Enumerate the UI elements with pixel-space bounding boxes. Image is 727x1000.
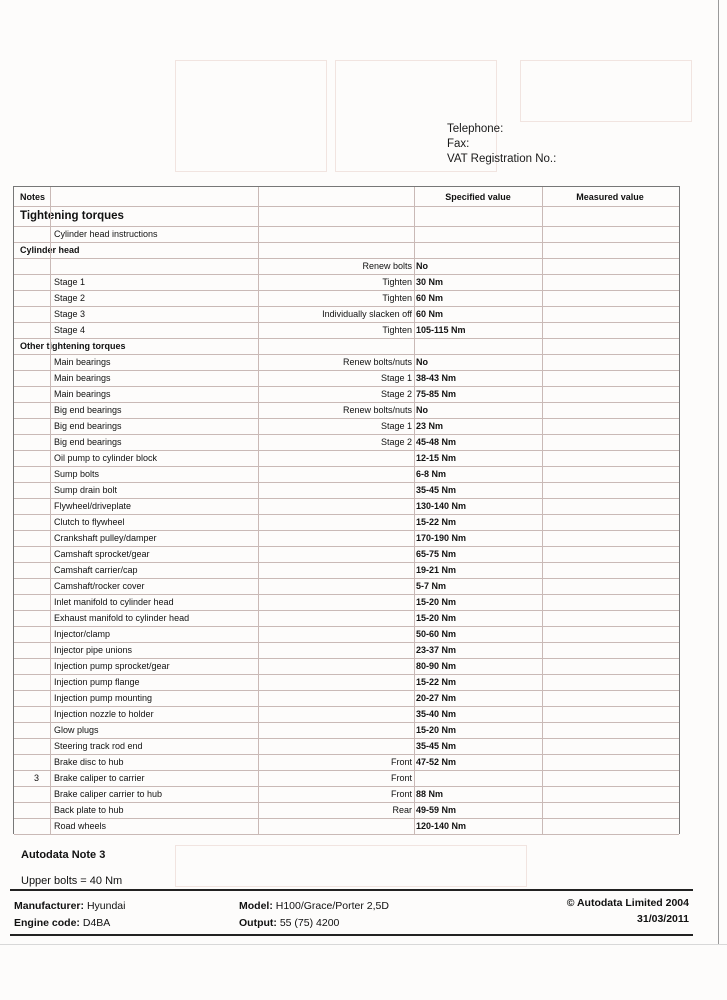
condition: [259, 578, 412, 594]
item-name: Sump bolts: [54, 469, 100, 479]
table-row: [14, 306, 679, 323]
table-row: [14, 514, 679, 531]
item-name: Big end bearings: [54, 437, 122, 447]
table-row: [14, 642, 679, 659]
grid-line: [258, 187, 259, 834]
specified-value: 45-48 Nm: [416, 437, 457, 447]
item-name: Stage 2: [54, 293, 86, 303]
condition: [259, 546, 412, 562]
specified-value: 65-75 Nm: [416, 549, 457, 559]
table-row: [14, 626, 679, 643]
item-name: Glow plugs: [54, 725, 99, 735]
item-name: Camshaft sprocket/gear: [54, 549, 150, 559]
specified-value-header: Specified value: [445, 191, 511, 202]
specified-value: [416, 770, 542, 786]
model-value: H100/Grace/Porter 2,5D: [275, 900, 389, 912]
measured-value-cell[interactable]: [544, 674, 676, 690]
model-label: Model:: [239, 900, 273, 912]
table-row: [14, 706, 679, 723]
condition: [259, 450, 412, 466]
specified-value: 170-190 Nm: [416, 533, 467, 543]
condition: [259, 818, 412, 834]
measured-value-cell[interactable]: [544, 498, 676, 514]
measured-value-cell[interactable]: [544, 626, 676, 642]
telephone-label: Telephone:: [447, 123, 504, 135]
table-row: [14, 594, 679, 611]
measured-value-cell[interactable]: [544, 770, 676, 786]
condition: Renew bolts: [362, 261, 412, 271]
item-name: Flywheel/driveplate: [54, 501, 132, 511]
output-value: 55 (75) 4200: [279, 917, 340, 929]
condition: Stage 1: [380, 373, 412, 383]
item-name: Camshaft carrier/cap: [54, 565, 138, 575]
item-name: Injection pump flange: [54, 677, 140, 687]
specified-value: 15-20 Nm: [416, 725, 457, 735]
table-row: [14, 818, 679, 835]
torque-table: [13, 186, 680, 834]
measured-value-cell[interactable]: [544, 386, 676, 402]
condition: [259, 530, 412, 546]
condition: [259, 482, 412, 498]
table-row: [14, 402, 679, 419]
table-row: [14, 802, 679, 819]
table-row: [14, 482, 679, 499]
measured-value-cell[interactable]: [544, 530, 676, 546]
condition: [259, 610, 412, 626]
measured-value-cell[interactable]: [544, 610, 676, 626]
copyright: © Autodata Limited 2004: [566, 897, 689, 909]
condition: [259, 738, 412, 754]
item-name: Main bearings: [54, 357, 111, 367]
specified-value: 5-7 Nm: [416, 581, 447, 591]
table-row: [14, 290, 679, 307]
condition: Tighten: [382, 277, 412, 287]
specified-value: 120-140 Nm: [416, 821, 467, 831]
measured-value-cell[interactable]: [544, 354, 676, 370]
table-row: [14, 754, 679, 771]
measured-value-cell[interactable]: [544, 514, 676, 530]
specified-value: 75-85 Nm: [416, 389, 457, 399]
specified-value: 49-59 Nm: [416, 805, 457, 815]
table-row: [14, 722, 679, 739]
measured-value-cell[interactable]: [544, 306, 676, 322]
item-name: Big end bearings: [54, 405, 122, 415]
measured-value-cell[interactable]: [544, 546, 676, 562]
condition: [259, 594, 412, 610]
section-title: Other tightening torques: [20, 341, 126, 351]
condition: [259, 626, 412, 642]
condition: [259, 466, 412, 482]
item-name: Brake disc to hub: [54, 757, 124, 767]
table-row: [14, 546, 679, 563]
item-name: Stage 1: [54, 277, 86, 287]
specified-value: 50-60 Nm: [416, 629, 457, 639]
page-edge: [718, 0, 719, 944]
item-name: Camshaft/rocker cover: [54, 581, 145, 591]
table-row: [14, 770, 679, 787]
condition: Front: [390, 789, 412, 799]
condition: [259, 690, 412, 706]
item-name: Crankshaft pulley/damper: [54, 533, 157, 543]
output-label: Output:: [239, 917, 277, 929]
section-row: [14, 338, 679, 355]
measured-value-cell[interactable]: [544, 562, 676, 578]
specified-value: 12-15 Nm: [416, 453, 457, 463]
item-name: Back plate to hub: [54, 805, 124, 815]
specified-value: 23 Nm: [416, 421, 444, 431]
condition: Stage 1: [380, 421, 412, 431]
item-name: Main bearings: [54, 389, 111, 399]
item-name: Injection pump mounting: [54, 693, 153, 703]
measured-value-header: Measured value: [576, 191, 644, 202]
specified-value: 15-20 Nm: [416, 597, 457, 607]
table-row: [14, 418, 679, 435]
condition: [259, 498, 412, 514]
measured-value-cell[interactable]: [544, 706, 676, 722]
grid-line: [50, 187, 51, 834]
item-name: Exhaust manifold to cylinder head: [54, 613, 190, 623]
specified-value: 6-8 Nm: [416, 469, 447, 479]
autodata-note-title: Autodata Note 3: [21, 849, 106, 861]
item-name: Road wheels: [54, 821, 107, 831]
notes-header: Notes: [20, 191, 46, 202]
page-bottom-edge: [0, 944, 727, 945]
condition: [259, 674, 412, 690]
item-name: Injector pipe unions: [54, 645, 133, 655]
measured-value-cell[interactable]: [544, 802, 676, 818]
specified-value: 35-40 Nm: [416, 709, 457, 719]
manufacturer-value: Hyundai: [86, 900, 126, 912]
specified-value: 19-21 Nm: [416, 565, 457, 575]
item-name: Cylinder head instructions: [54, 229, 158, 239]
specified-value: 88 Nm: [416, 789, 444, 799]
specified-value: 80-90 Nm: [416, 661, 457, 671]
table-row: [14, 786, 679, 803]
section-row: [14, 206, 679, 227]
specified-value: 38-43 Nm: [416, 373, 457, 383]
item-name: Main bearings: [54, 373, 111, 383]
table-row: [14, 466, 679, 483]
measured-value-cell[interactable]: [544, 786, 676, 802]
measured-value-cell[interactable]: [544, 466, 676, 482]
section-title: Cylinder head: [20, 245, 80, 255]
table-row: [14, 258, 679, 275]
item-name: Stage 4: [54, 325, 86, 335]
condition: Tighten: [382, 325, 412, 335]
specified-value: 23-37 Nm: [416, 645, 457, 655]
specified-value: 47-52 Nm: [416, 757, 457, 767]
specified-value: 15-20 Nm: [416, 613, 457, 623]
item-name: Big end bearings: [54, 421, 122, 431]
table-row: [14, 690, 679, 707]
measured-value-cell[interactable]: [544, 658, 676, 674]
condition: [259, 226, 412, 242]
item-name: Brake caliper to carrier: [54, 773, 145, 783]
item-name: Sump drain bolt: [54, 485, 118, 495]
table-row: [14, 578, 679, 595]
measured-value-cell[interactable]: [544, 578, 676, 594]
table-row: [14, 370, 679, 387]
item-name: Inlet manifold to cylinder head: [54, 597, 174, 607]
condition: [259, 658, 412, 674]
item-name: Injection pump sprocket/gear: [54, 661, 170, 671]
measured-value-cell[interactable]: [544, 418, 676, 434]
grid-line: [542, 187, 543, 834]
measured-value-cell[interactable]: [544, 226, 676, 242]
condition: Stage 2: [380, 389, 412, 399]
item-name: Steering track rod end: [54, 741, 143, 751]
table-row: [14, 226, 679, 243]
table-row: [14, 610, 679, 627]
specified-value: 130-140 Nm: [416, 501, 467, 511]
engine-code-value: D4BA: [82, 917, 111, 929]
autodata-note-text: Upper bolts = 40 Nm: [21, 875, 123, 887]
condition: Individually slacken off: [322, 309, 412, 319]
measured-value-cell[interactable]: [544, 402, 676, 418]
note-ref: 3: [34, 773, 40, 783]
table-row: [14, 386, 679, 403]
measured-value-cell[interactable]: [544, 818, 676, 834]
section-title: Tightening torques: [20, 210, 124, 222]
item-name: Brake caliper carrier to hub: [54, 789, 163, 799]
condition: Rear: [392, 805, 412, 815]
ghost-box: [175, 845, 527, 887]
condition: Stage 2: [380, 437, 412, 447]
specified-value: No: [416, 261, 428, 271]
table-row: [14, 658, 679, 675]
item-name: [54, 258, 264, 274]
grid-line: [414, 187, 415, 834]
footer: [10, 889, 693, 936]
measured-value-cell[interactable]: [544, 322, 676, 338]
ghost-box: [520, 60, 692, 122]
item-name: Clutch to flywheel: [54, 517, 125, 527]
manufacturer-label: Manufacturer:: [14, 900, 85, 912]
measured-value-cell[interactable]: [544, 594, 676, 610]
contact-block: [447, 122, 556, 167]
measured-value-cell[interactable]: [544, 274, 676, 290]
condition: [259, 562, 412, 578]
table-row: [14, 674, 679, 691]
specified-value: 15-22 Nm: [416, 677, 457, 687]
table-row: [14, 530, 679, 547]
measured-value-cell[interactable]: [544, 258, 676, 274]
table-row: [14, 738, 679, 755]
table-row: [14, 450, 679, 467]
condition: Front: [390, 757, 412, 767]
table-row: [14, 354, 679, 371]
specified-value: 35-45 Nm: [416, 741, 457, 751]
measured-value-cell[interactable]: [544, 754, 676, 770]
measured-value-cell[interactable]: [544, 642, 676, 658]
ghost-box: [175, 60, 327, 172]
condition: [259, 706, 412, 722]
item-name: Injection nozzle to holder: [54, 709, 154, 719]
print-date: 31/03/2011: [637, 913, 689, 925]
vat-registration-label: VAT Registration No.:: [447, 153, 557, 165]
table-row: [14, 274, 679, 291]
specified-value: 35-45 Nm: [416, 485, 457, 495]
specified-value: [416, 226, 542, 242]
condition: Renew bolts/nuts: [342, 405, 412, 415]
measured-value-cell[interactable]: [544, 450, 676, 466]
condition: [259, 642, 412, 658]
specified-value: 15-22 Nm: [416, 517, 457, 527]
table-header: [14, 187, 679, 207]
table-row: [14, 498, 679, 515]
specified-value: No: [416, 405, 428, 415]
measured-value-cell[interactable]: [544, 434, 676, 450]
section-row: [14, 242, 679, 259]
specified-value: 20-27 Nm: [416, 693, 457, 703]
measured-value-cell[interactable]: [544, 738, 676, 754]
condition: Renew bolts/nuts: [342, 357, 412, 367]
item-name: Stage 3: [54, 309, 86, 319]
measured-value-cell[interactable]: [544, 370, 676, 386]
table-row: [14, 322, 679, 339]
measured-value-cell[interactable]: [544, 722, 676, 738]
condition: [259, 514, 412, 530]
condition: Front: [390, 773, 412, 783]
fax-label: Fax:: [447, 138, 470, 150]
measured-value-cell[interactable]: [544, 482, 676, 498]
table-row: [14, 434, 679, 451]
item-name: Oil pump to cylinder block: [54, 453, 158, 463]
measured-value-cell[interactable]: [544, 690, 676, 706]
condition: Tighten: [382, 293, 412, 303]
table-row: [14, 562, 679, 579]
item-name: Injector/clamp: [54, 629, 111, 639]
specified-value: 30 Nm: [416, 277, 444, 287]
engine-code-label: Engine code:: [14, 917, 80, 929]
condition: [259, 722, 412, 738]
measured-value-cell[interactable]: [544, 290, 676, 306]
specified-value: 105-115 Nm: [416, 325, 466, 335]
specified-value: 60 Nm: [416, 309, 444, 319]
specified-value: 60 Nm: [416, 293, 444, 303]
specified-value: No: [416, 357, 428, 367]
